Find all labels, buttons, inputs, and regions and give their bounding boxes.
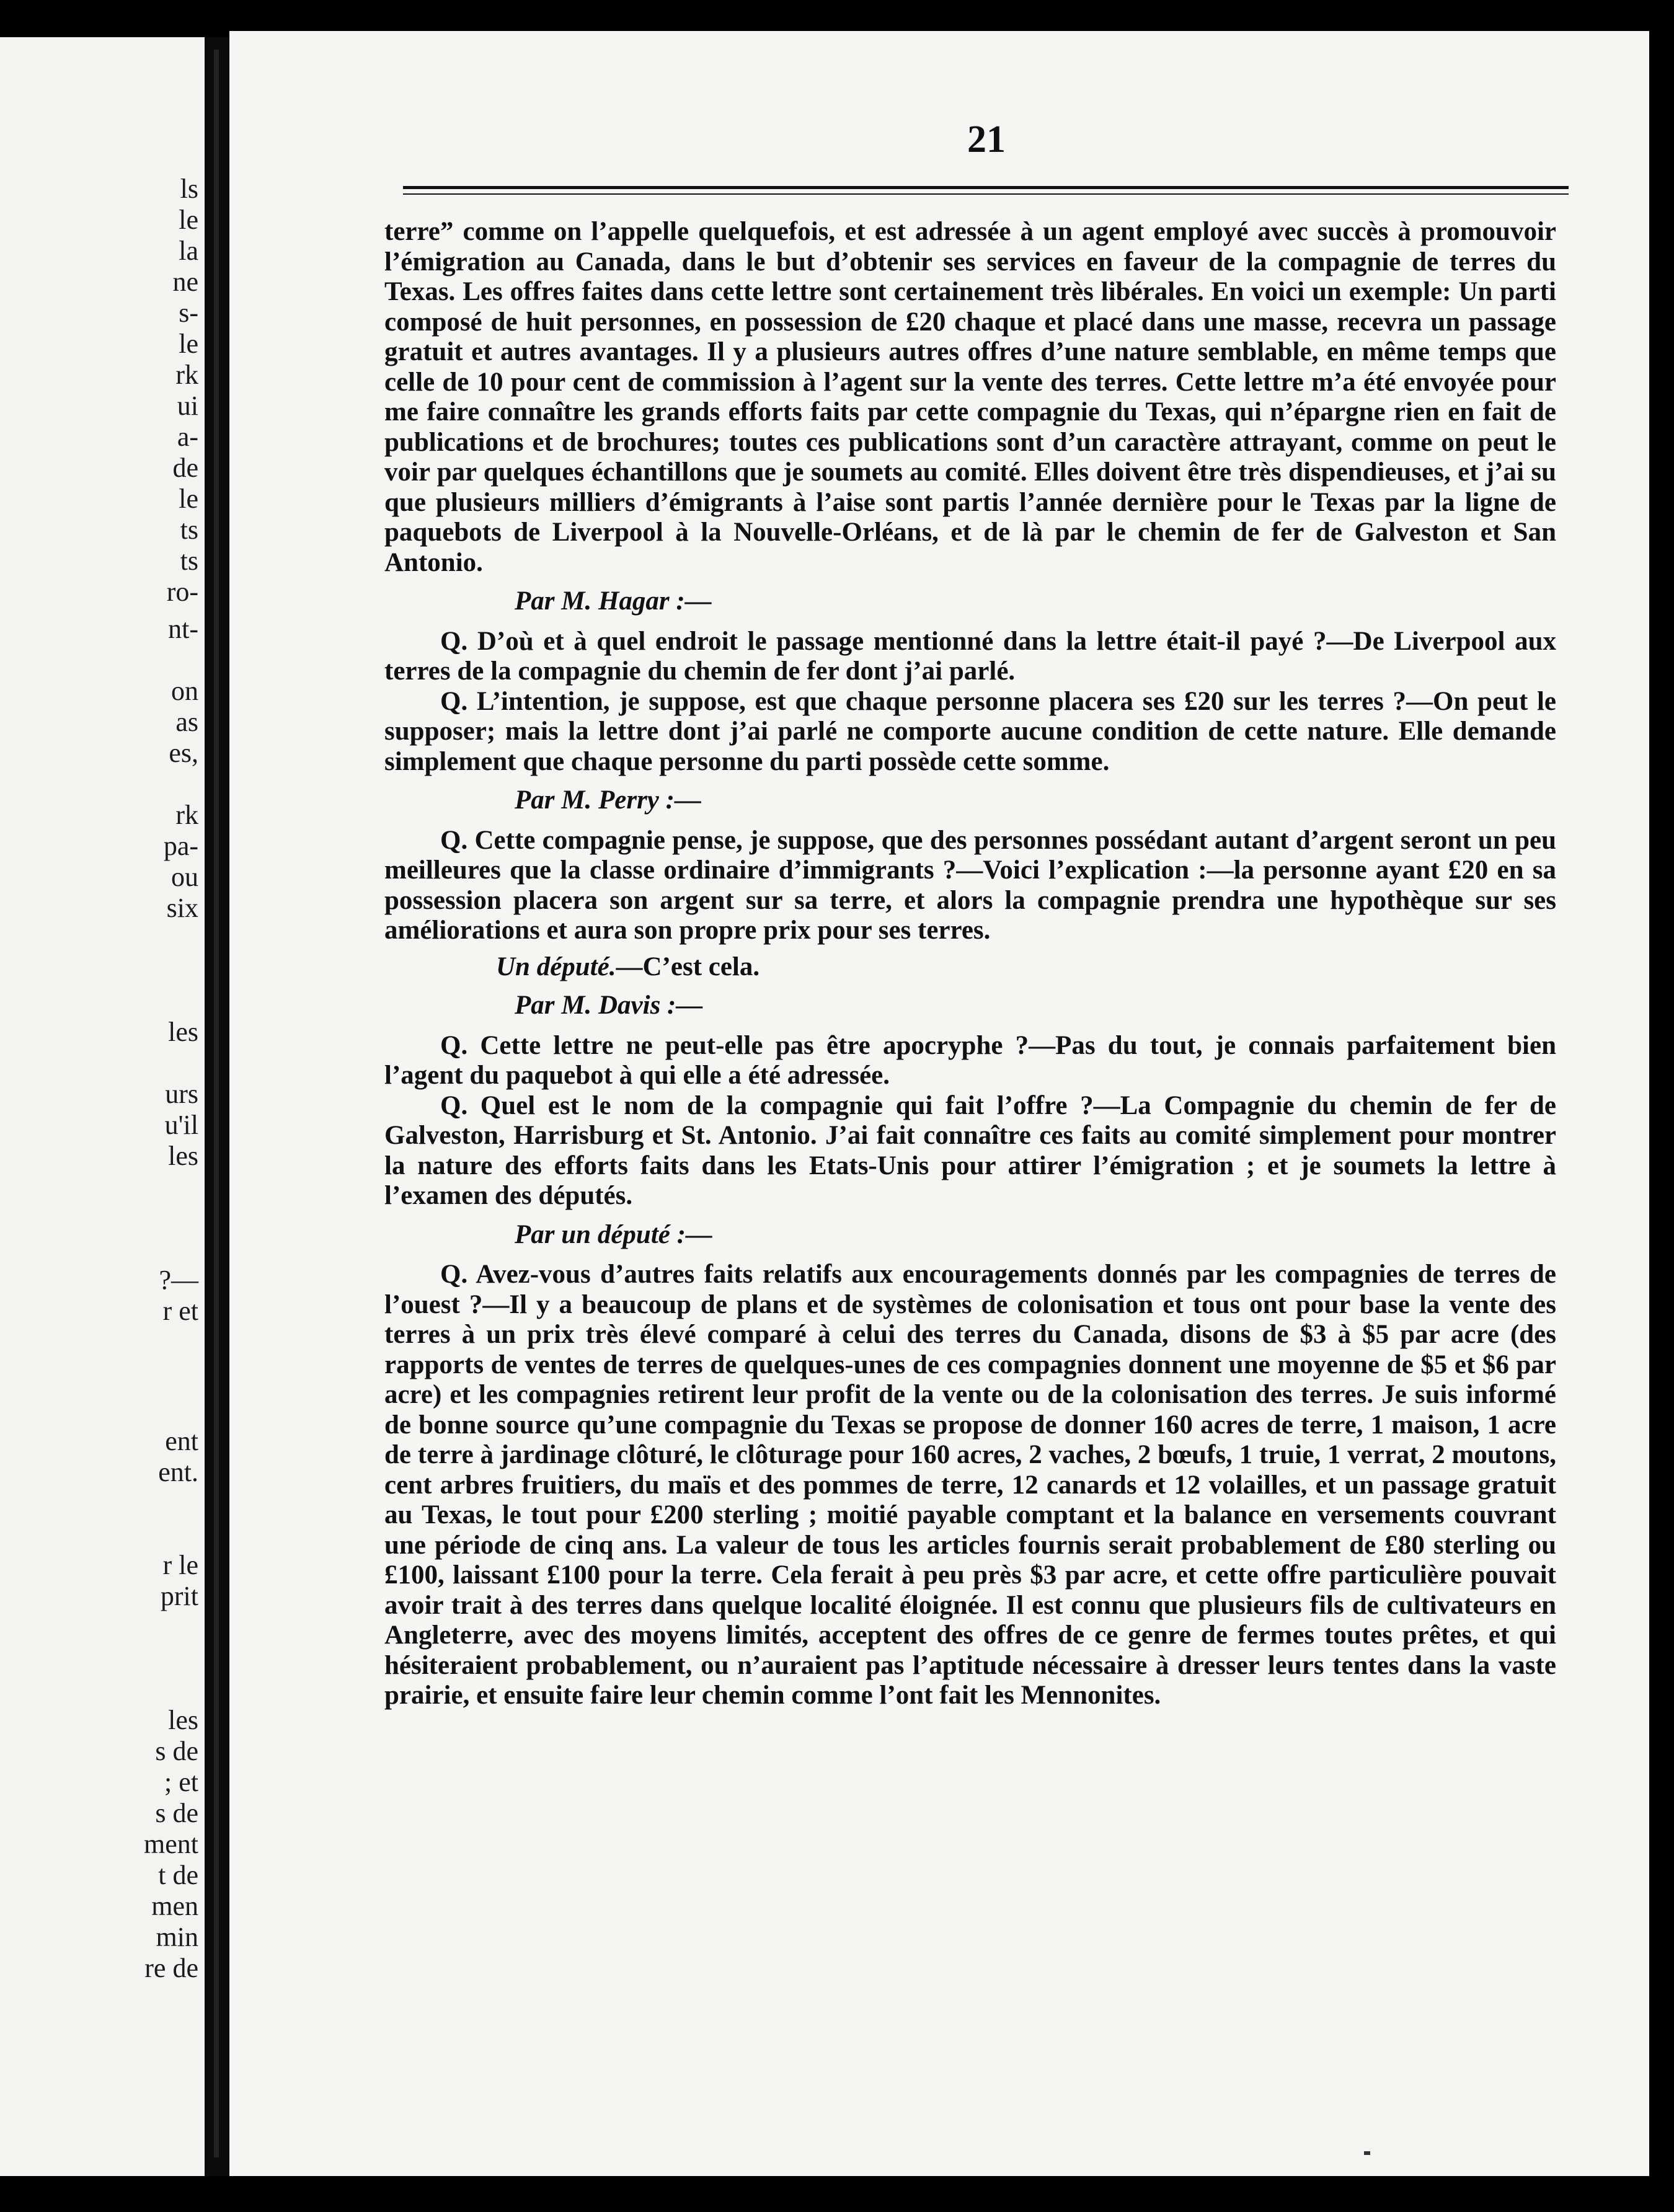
previous-page-fragment-text: le: [179, 205, 198, 235]
depute-reply: [384, 952, 1556, 983]
previous-page-fragment-text: ls: [180, 174, 198, 204]
depute-reply-text: —C’est cela.: [616, 952, 760, 981]
previous-page-fragment-text: r le: [162, 1550, 198, 1580]
previous-page-fragment-text: nt-: [168, 614, 198, 644]
page-number: 21: [967, 118, 1006, 161]
previous-page-fragment-text: r et: [162, 1296, 198, 1326]
paragraph-question: Q. Quel est le nom de la compagnie qui fait l’offre ?—La Compagnie du chemin de fer de Galveston, Harrisburg et St. Antonio. J’ai fait connaître ces faits au comité simplement pour montrer la nature des efforts faits dans les Etats-Unis pour attirer l’émigration ; et je soumets la lettre à l’examen des députés.: [384, 1091, 1556, 1210]
paragraph-question: Q. Avez-vous d’autres faits relatifs aux encouragements donnés par les compagnies de terres de l’ouest ?—Il y a beaucoup de plans et de systèmes de colonisation et tous ont pour base la vente des terres à un prix très élevé comparé à celui des terres du Canada, disons de $3 à $5 par acre (des rapports de ventes de terres de quelques-unes de ces compagnies donnent une moyenne de $5 et $6 par acre) et les compagnies retirent leur profit de la vente ou de la colonisation des terres. Je suis informé de bonne source qu’une compagnie du Texas se propose de donner 160 acres de terre, 1 maison, 1 acre de terre à jardinage clôturé, le clôturage pour 160 acres, 2 vaches, 2 bœufs, 1 truie, 1 verrat, 2 moutons, cent arbres fruitiers, du maïs et des pommes de terre, 12 canards et 12 volailles, et un passage gratuit au Texas, le tout pour £200 sterling ; moitié payable comptant et la balance en versements couvrant une période de cinq ans. La valeur de tous les articles fournis serait probablement de £80 sterling ou £100, laissant £100 pour la terre. Cela ferait à peu près $3 par acre, et cette offre particulière pouvait avoir trait à des terres dans quelque localité éloignée. Il est connu que plusieurs fils de cultivateurs en Angleterre, avec des moyens limités, acceptent des offres de ce genre de fermes toutes prêtes, et qui hésiteraient probablement, ou n’auraient pas l’aptitude nécessaire à dresser leurs tentes dans la vaste prairie, et ensuite faire leur chemin comme l’ont fait les Mennonites.: [384, 1260, 1556, 1710]
print-mark: [1364, 2151, 1370, 2155]
previous-page-fragment-text: ui: [177, 391, 198, 421]
previous-page-fragment-text: on: [171, 676, 198, 706]
previous-page-fragment-text: es,: [169, 738, 198, 768]
binding-stitch: [214, 50, 219, 2157]
speaker-heading-perry: Par M. Perry :—: [515, 785, 701, 815]
previous-page-fragment-text: les: [168, 1141, 198, 1171]
previous-page-fragment-text: rk: [175, 800, 198, 830]
previous-page-fragment-text: le: [179, 484, 198, 514]
previous-page-fragment-text: rk: [175, 360, 198, 390]
previous-page-fragment-text: ?—: [159, 1265, 198, 1295]
paragraph-question: Q. Cette compagnie pense, je suppose, que des personnes possédant autant d’argent seront un peu meilleures que la classe ordinaire d’immigrants ?—Voici l’explication :—la personne ayant £20 en sa possession placera son argent sur sa terre, et alors la compagnie prendra une hypothèque sur ses améliorations et aura son propre prix pour ses terres.: [384, 825, 1556, 945]
document-page: [229, 31, 1649, 2176]
previous-page-fragment-text: six: [166, 893, 198, 923]
previous-page-fragment-text: as: [175, 707, 198, 737]
previous-page-fragment-text: s de: [155, 1736, 198, 1766]
header-rule-thick: [403, 186, 1569, 189]
previous-page-fragment-text: men: [151, 1891, 198, 1921]
previous-page-fragment-text: re de: [144, 1953, 198, 1983]
previous-page-fragment-text: les: [168, 1705, 198, 1735]
previous-page-fragment-text: s de: [155, 1798, 198, 1828]
previous-page-fragment-text: min: [156, 1922, 198, 1952]
previous-page-fragment-text: le: [179, 329, 198, 359]
paragraph-continuation: terre” comme on l’appelle quelquefois, et est adressée à un agent employé avec succès à promouvoir l’émigration au Canada, dans le but d’obtenir ses services en faveur de la compagnie de terres du Texas. Les offres faites dans cette lettre sont certainement très libérales. En voici un exemple: Un parti composé de huit personnes, en possession de £20 chaque et placé dans une masse, recevra un passage gratuit et autres avantages. Il y a plusieurs autres offres d’une nature semblable, en même temps que celle de 10 pour cent de commission à l’agent sur la vente des terres. Cette lettre m’a été envoyée pour me faire connaître les grands efforts faits par cette compagnie du Texas, qui n’épargne rien en fait de publications et de brochures; toutes ces publications sont d’un caractère attrayant, comme on peut le voir par quelques échantillons que je soumets au comité. Elles doivent être très dispendieuses, et j’ai su que plusieurs milliers d’émigrants à l’aise sont partis l’année dernière pour le Texas par la ligne de paquebots de Liverpool à la Nouvelle-Orléans, et de là par le chemin de fer de Galveston et San Antonio.: [384, 217, 1556, 577]
depute-label: Un député.: [496, 952, 616, 981]
previous-page-fragment: [0, 37, 205, 2176]
previous-page-fragment-text: de: [172, 453, 198, 483]
paragraph-question: Q. L’intention, je suppose, est que chaque personne placera ses £20 sur les terres ?—On peut le supposer; mais la lettre dont j’ai parlé ne comporte aucune condition de cette nature. Elle demande simplement que chaque personne du parti possède cette somme.: [384, 686, 1556, 776]
previous-page-fragment-text: la: [179, 236, 198, 266]
previous-page-fragment-text: ent: [165, 1426, 198, 1456]
previous-page-fragment-text: les: [168, 1017, 198, 1047]
paragraph-question: Q. D’où et à quel endroit le passage mentionné dans la lettre était-il payé ?—De Liverpool aux terres de la compagnie du chemin de fer dont j’ai parlé.: [384, 626, 1556, 686]
header-rule-thin: [403, 193, 1569, 195]
paragraph-question: Q. Cette lettre ne peut-elle pas être apocryphe ?—Pas du tout, je connais parfaitement bien l’agent du paquebot à qui elle a été adressée.: [384, 1030, 1556, 1090]
speaker-heading-depute: Par un député :—: [515, 1219, 712, 1249]
previous-page-fragment-text: ment: [144, 1829, 198, 1859]
speaker-heading-hagar: Par M. Hagar :—: [515, 586, 712, 616]
previous-page-fragment-text: u'il: [164, 1110, 198, 1140]
previous-page-fragment-text: t de: [158, 1860, 198, 1890]
previous-page-fragment-text: a-: [177, 422, 198, 452]
previous-page-fragment-text: s-: [179, 298, 198, 328]
previous-page-fragment-text: ou: [171, 862, 198, 892]
previous-page-fragment-text: prit: [160, 1581, 198, 1611]
previous-page-fragment-text: ent.: [158, 1457, 198, 1487]
body-text: [384, 217, 1556, 1711]
previous-page-fragment-text: ; et: [164, 1767, 198, 1797]
previous-page-fragment-text: ts: [180, 546, 198, 576]
speaker-heading-davis: Par M. Davis :—: [515, 991, 703, 1020]
previous-page-fragment-text: pa-: [163, 831, 198, 861]
previous-page-fragment-text: ne: [172, 267, 198, 297]
previous-page-fragment-text: ts: [180, 515, 198, 545]
previous-page-fragment-text: urs: [165, 1079, 198, 1109]
previous-page-fragment-text: ro-: [166, 577, 198, 607]
